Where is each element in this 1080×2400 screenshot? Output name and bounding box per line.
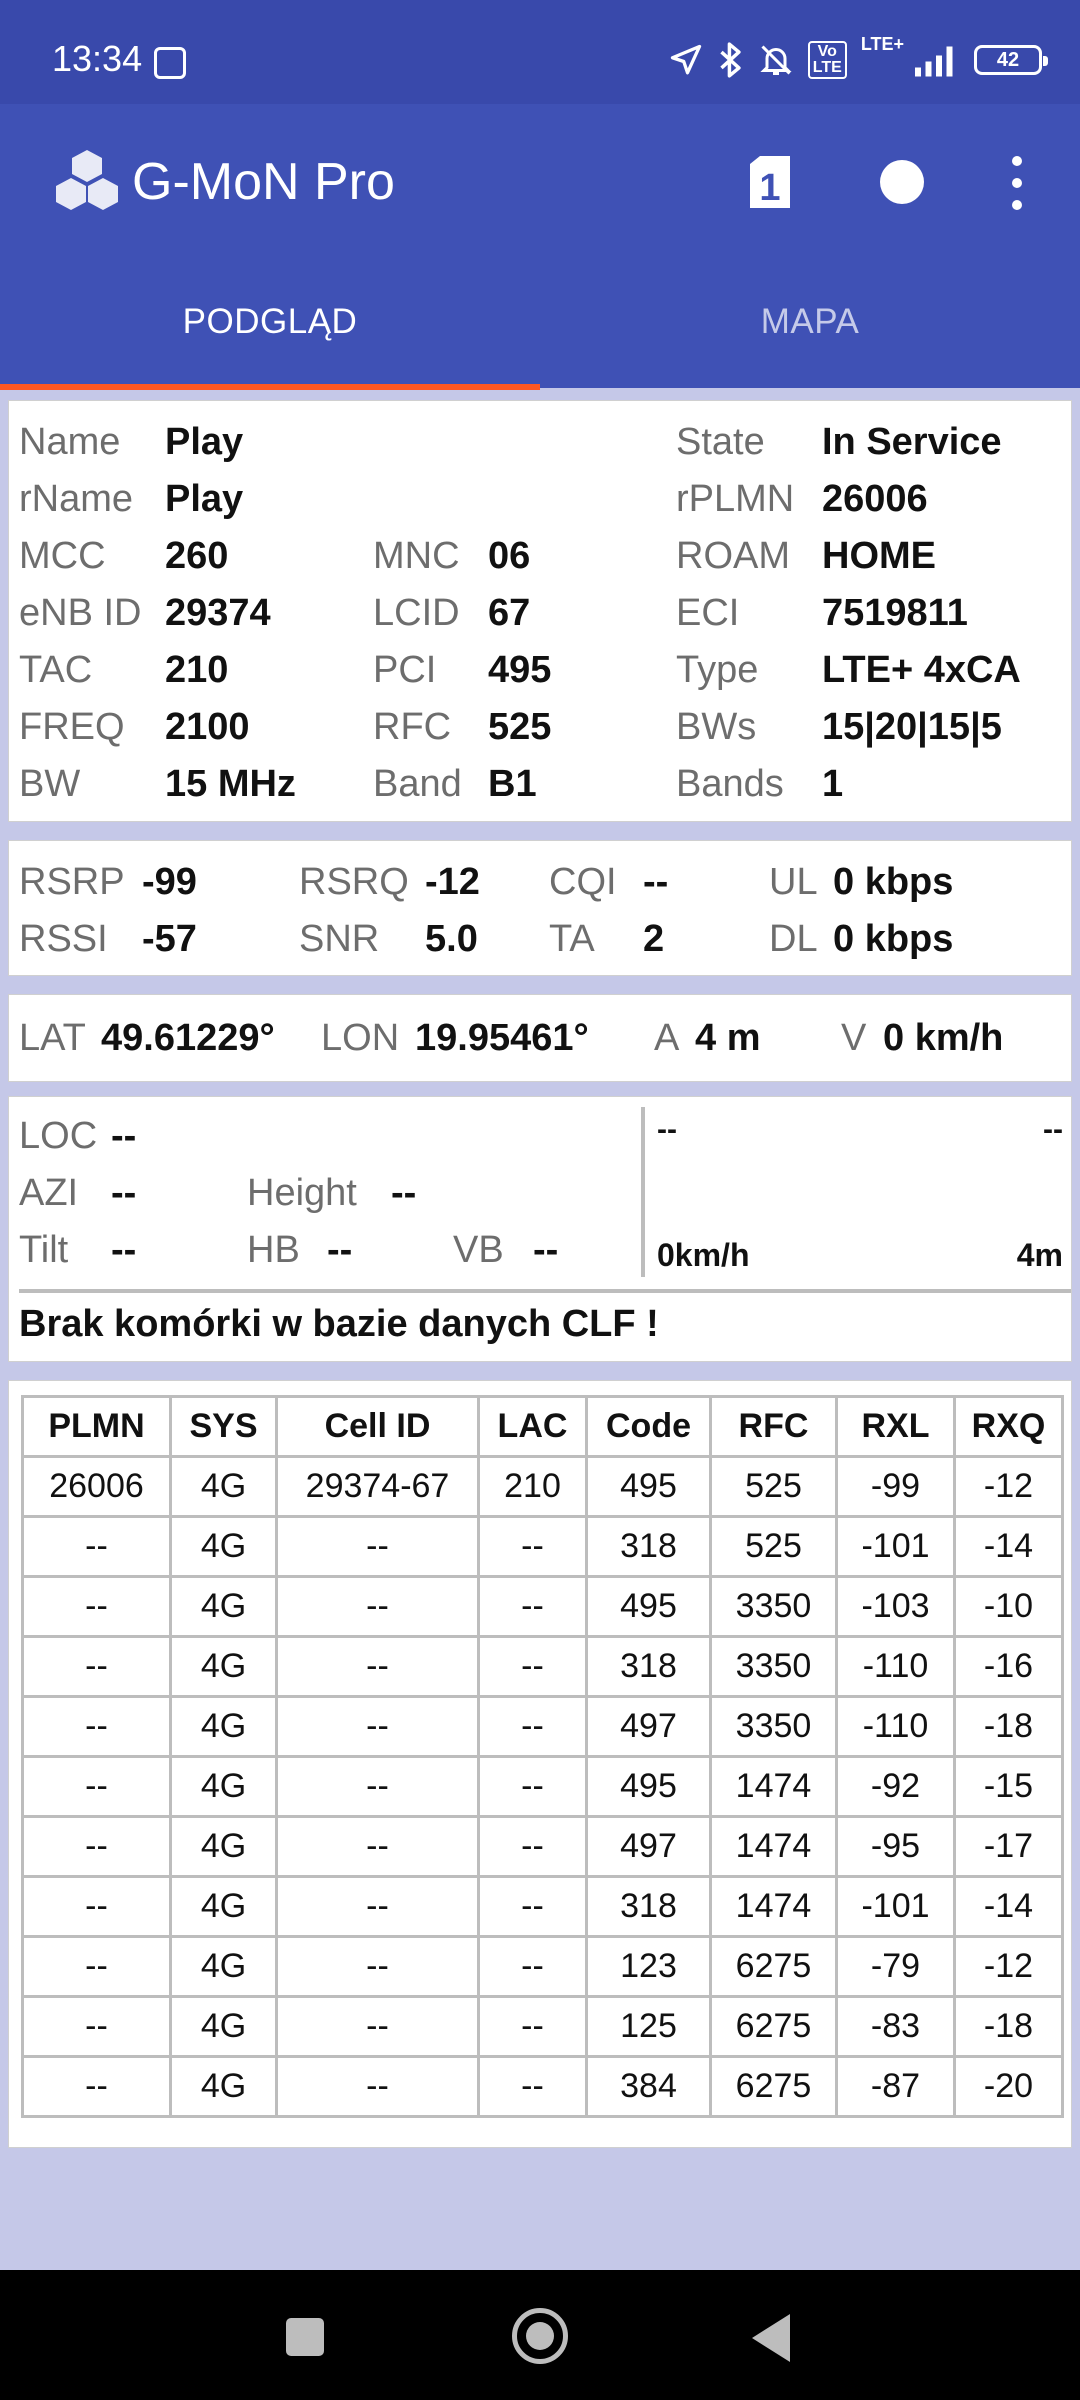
table-cell: 525 [711,1517,837,1577]
panel-speed-value: 0km/h [657,1237,750,1273]
location-card [8,994,1072,1082]
table-cell: -- [23,1877,171,1937]
table-cell: -- [23,1997,171,2057]
table-cell: -101 [837,1517,955,1577]
lon-value: 19.95461° [415,1017,589,1059]
tac-label: TAC [19,649,93,691]
enb-label: eNB ID [19,592,142,634]
speed-value: 0 km/h [883,1017,1004,1059]
table-row [23,1457,1063,1517]
table-cell: -- [277,1577,479,1637]
band-value: B1 [488,763,537,805]
table-cell: 497 [587,1697,711,1757]
table-cell: 4G [171,1517,277,1577]
table-cell: 1474 [711,1757,837,1817]
status-bar [0,0,1080,104]
mnc-label: MNC [373,535,460,577]
table-cell: -- [479,1517,587,1577]
tilt-label: Tilt [19,1229,69,1271]
silent-bell-icon [758,41,794,79]
mcc-value: 260 [165,535,229,577]
col-header-rxq: RXQ [955,1397,1063,1457]
table-cell: -20 [955,2057,1063,2117]
ul-value: 0 kbps [833,861,954,903]
table-cell: -- [23,1517,171,1577]
table-header-row [23,1397,1063,1457]
col-header-cell-id: Cell ID [277,1397,479,1457]
table-cell: 6275 [711,2057,837,2117]
table-cell: -- [23,1817,171,1877]
table-cell: 4G [171,1997,277,2057]
table-cell: 3350 [711,1577,837,1637]
table-cell: -14 [955,1877,1063,1937]
eci-label: ECI [676,592,740,634]
site-message-divider [19,1289,1071,1293]
dl-value: 0 kbps [833,918,954,960]
table-row [23,1817,1063,1877]
table-row [23,1577,1063,1637]
table-cell: -79 [837,1937,955,1997]
table-cell: -110 [837,1697,955,1757]
status-icons [668,34,1042,82]
azi-value: -- [111,1172,137,1214]
table-cell: 3350 [711,1697,837,1757]
rfc-label: RFC [373,706,452,748]
table-cell: -87 [837,2057,955,2117]
table-cell: -16 [955,1637,1063,1697]
table-cell: -18 [955,1997,1063,2057]
vb-value: -- [533,1229,559,1271]
table-cell: -- [479,2057,587,2117]
rplmn-label: rPLMN [676,478,795,520]
bws-value: 15|20|15|5 [822,706,1002,748]
table-row [23,1877,1063,1937]
rssi-value: -57 [142,918,197,960]
table-cell: -- [23,1937,171,1997]
band-label: Band [373,763,462,805]
recents-button[interactable] [286,2318,324,2356]
col-header-sys: SYS [171,1397,277,1457]
bands-value: 1 [822,763,844,805]
table-cell: 6275 [711,1997,837,2057]
table-row [23,2057,1063,2117]
height-value: -- [391,1172,417,1214]
tac-value: 210 [165,649,229,691]
table-cell: 4G [171,1637,277,1697]
lon-label: LON [321,1017,400,1059]
col-header-plmn: PLMN [23,1397,171,1457]
neighbor-cells-card [8,1380,1072,2148]
ta-value: 2 [643,918,665,960]
table-cell: -- [23,1577,171,1637]
ta-label: TA [549,918,595,960]
eci-value: 7519811 [822,592,968,634]
lcid-value: 67 [488,592,531,634]
table-cell: 6275 [711,1937,837,1997]
table-cell: 4G [171,1697,277,1757]
table-cell: 4G [171,2057,277,2117]
freq-value: 2100 [165,706,250,748]
table-cell: -- [479,1877,587,1937]
back-button[interactable] [752,2314,790,2362]
table-cell: 318 [587,1637,711,1697]
vb-label: VB [453,1229,504,1271]
table-cell: -15 [955,1757,1063,1817]
table-cell: -- [479,1757,587,1817]
mnc-value: 06 [488,535,531,577]
panel-top-right-value: -- [1043,1113,1063,1146]
sim-card-icon[interactable] [746,154,794,210]
table-cell: -- [479,1577,587,1637]
name-label: Name [19,421,121,463]
loc-label: LOC [19,1115,98,1157]
bws-label: BWs [676,706,757,748]
sim-slot-number: 1 [759,167,781,209]
table-cell: -- [277,1697,479,1757]
table-body [23,1457,1063,2117]
signal-strength-icon [912,43,960,77]
table-cell: -- [479,1697,587,1757]
name-value: Play [165,421,244,463]
table-row [23,1637,1063,1697]
lcid-label: LCID [373,592,460,634]
table-cell: 1474 [711,1817,837,1877]
table-cell: -- [277,1757,479,1817]
rname-label: rName [19,478,134,520]
table-cell: 495 [587,1757,711,1817]
hb-value: -- [327,1229,353,1271]
cqi-label: CQI [549,861,617,903]
table-cell: 1474 [711,1877,837,1937]
bw-value: 15 MHz [165,763,296,805]
system-nav-bar [0,2270,1080,2400]
bluetooth-icon [718,41,744,79]
dl-label: DL [769,918,818,960]
table-cell: 125 [587,1997,711,2057]
table-cell: -- [23,1757,171,1817]
table-cell: 3350 [711,1637,837,1697]
tab-mapa[interactable]: MAPA [760,302,860,341]
panel-top-left-value: -- [657,1113,677,1146]
table-cell: -- [277,2057,479,2117]
state-label: State [676,421,765,463]
rsrq-value: -12 [425,861,480,903]
speed-label: V [841,1017,867,1059]
table-row [23,1757,1063,1817]
table-cell: 4G [171,1877,277,1937]
table-cell: -- [23,2057,171,2117]
table-cell: -- [277,1637,479,1697]
notification-app-icon [154,47,186,79]
bands-label: Bands [676,763,784,805]
table-cell: 123 [587,1937,711,1997]
lat-value: 49.61229° [101,1017,275,1059]
table-row [23,1937,1063,1997]
table-cell: -17 [955,1817,1063,1877]
location-arrow-icon [668,42,704,78]
col-header-rxl: RXL [837,1397,955,1457]
table-cell: -- [479,1637,587,1697]
table-cell: 495 [587,1457,711,1517]
snr-value: 5.0 [425,918,478,960]
battery-icon: 42 [974,45,1042,75]
table-cell: 210 [479,1457,587,1517]
record-toggle-icon[interactable] [880,160,924,204]
lat-label: LAT [19,1017,86,1059]
table-cell: 29374-67 [277,1457,479,1517]
rfc-value: 525 [488,706,552,748]
panel-distance-value: 4m [1016,1237,1063,1273]
table-cell: -- [277,1877,479,1937]
height-label: Height [247,1172,357,1214]
tilt-value: -- [111,1229,137,1271]
table-cell: -99 [837,1457,955,1517]
rname-value: Play [165,478,244,520]
table-row [23,1697,1063,1757]
rsrq-label: RSRQ [299,861,409,903]
table-cell: -12 [955,1457,1063,1517]
ul-label: UL [769,861,818,903]
table-cell: -- [277,1937,479,1997]
table-cell: -14 [955,1517,1063,1577]
table-cell: 525 [711,1457,837,1517]
col-header-rfc: RFC [711,1397,837,1457]
table-cell: -- [479,1997,587,2057]
table-cell: -12 [955,1937,1063,1997]
loc-value: -- [111,1115,137,1157]
freq-label: FREQ [19,706,125,748]
table-row [23,1517,1063,1577]
table-cell: 384 [587,2057,711,2117]
overflow-menu-icon[interactable] [1002,156,1032,210]
table-cell: -- [277,1997,479,2057]
type-value: LTE+ 4xCA [822,649,1021,691]
col-header-code: Code [587,1397,711,1457]
tab-indicator [0,384,540,390]
table-cell: -83 [837,1997,955,2057]
table-cell: -18 [955,1697,1063,1757]
state-value: In Service [822,421,1002,463]
roam-label: ROAM [676,535,790,577]
rsrp-value: -99 [142,861,197,903]
site-panel-divider [641,1107,645,1277]
table-cell: -- [23,1637,171,1697]
type-label: Type [676,649,759,691]
serving-cell-card [8,400,1072,822]
cqi-value: -- [643,861,669,903]
table-cell: 26006 [23,1457,171,1517]
app-title: G-MoN Pro [132,153,395,211]
table-cell: -- [23,1697,171,1757]
volte-icon: Vo LTE [808,41,847,79]
table-cell: 4G [171,1937,277,1997]
table-cell: -92 [837,1757,955,1817]
bw-label: BW [19,763,81,805]
signal-card [8,840,1072,976]
table-cell: -- [277,1817,479,1877]
app-bar [0,104,1080,388]
table-cell: 497 [587,1817,711,1877]
table-cell: 4G [171,1577,277,1637]
table-cell: 318 [587,1877,711,1937]
app-logo-hexagons-icon [52,146,122,216]
col-header-lac: LAC [479,1397,587,1457]
table-cell: 318 [587,1517,711,1577]
neighbor-cells-table [21,1395,1064,2118]
rsrp-label: RSRP [19,861,125,903]
rplmn-value: 26006 [822,478,928,520]
clf-missing-message: Brak komórki w bazie danych CLF ! [19,1303,659,1345]
network-type-badge: LTE+ [860,34,904,54]
table-cell: -103 [837,1577,955,1637]
tab-podglad[interactable]: PODGLĄD [182,302,358,341]
table-cell: 4G [171,1457,277,1517]
rssi-label: RSSI [19,918,108,960]
table-cell: -10 [955,1577,1063,1637]
site-info-card [8,1096,1072,1362]
table-cell: 4G [171,1817,277,1877]
table-cell: 495 [587,1577,711,1637]
azi-label: AZI [19,1172,79,1214]
table-cell: -101 [837,1877,955,1937]
table-cell: -110 [837,1637,955,1697]
pci-label: PCI [373,649,437,691]
status-time: 13:34 [52,38,143,79]
enb-value: 29374 [165,592,271,634]
roam-value: HOME [822,535,936,577]
home-button[interactable] [512,2308,568,2364]
table-cell: -95 [837,1817,955,1877]
table-cell: -- [277,1517,479,1577]
hb-label: HB [247,1229,300,1271]
table-cell: 4G [171,1757,277,1817]
table-cell: -- [479,1817,587,1877]
pci-value: 495 [488,649,552,691]
accuracy-value: 4 m [695,1017,761,1059]
snr-label: SNR [299,918,380,960]
mcc-label: MCC [19,535,106,577]
table-cell: -- [479,1937,587,1997]
table-row [23,1997,1063,2057]
accuracy-label: A [654,1017,680,1059]
